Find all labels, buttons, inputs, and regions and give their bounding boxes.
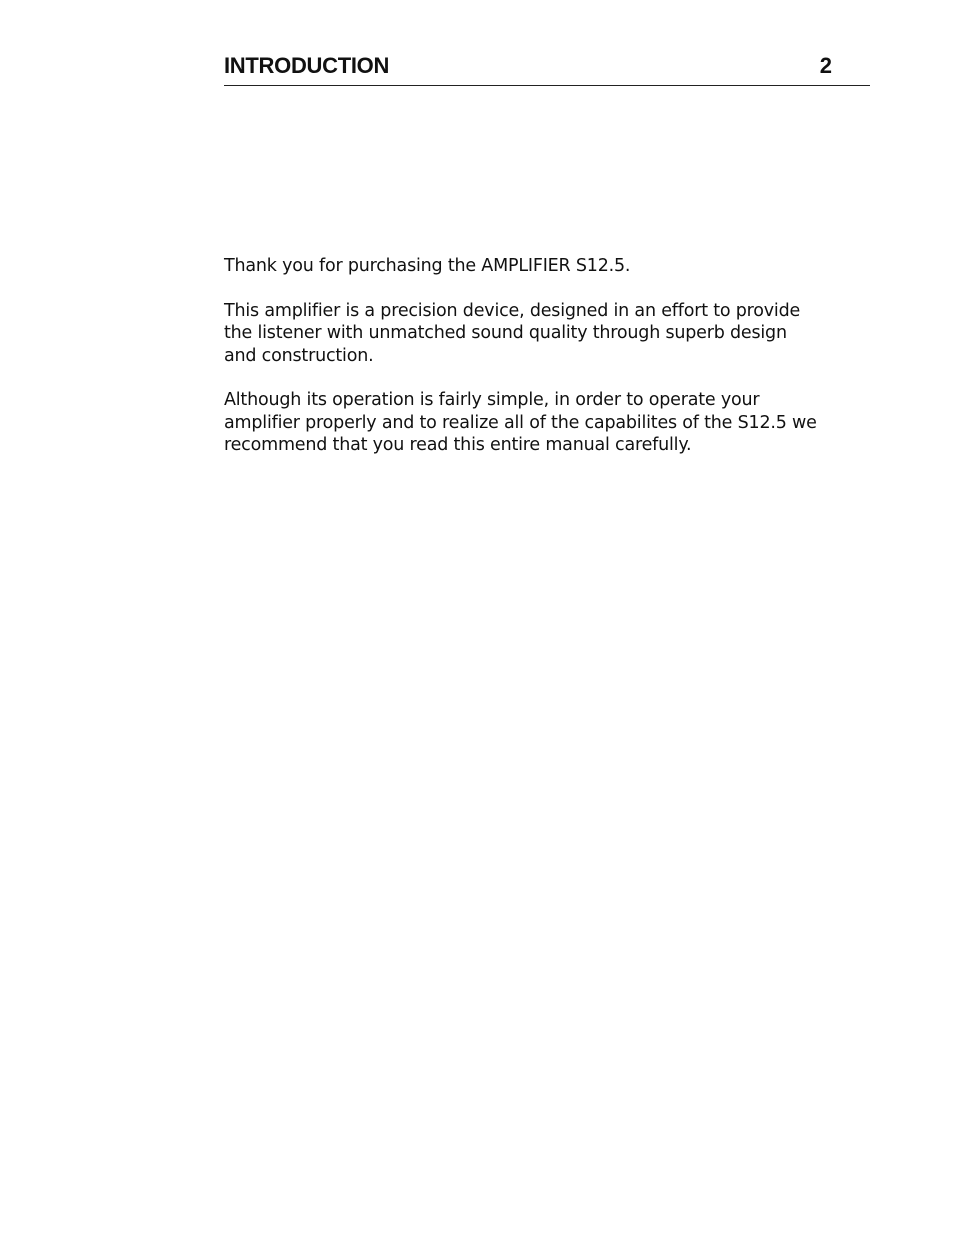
paragraph-thank-you: Thank you for purchasing the AMPLIFIER S12.5. xyxy=(224,256,631,276)
paragraph-recommendation: Although its operation is fairly simple, in order to operate your amplifier properly and to realize all of the capabilites of the S12.5 we recommend that you read this entire manual carefully. xyxy=(224,390,817,455)
section-title: INTRODUCTION xyxy=(224,53,390,78)
page-number: 2 xyxy=(819,53,832,78)
body-text xyxy=(224,255,844,479)
page-header xyxy=(224,52,870,86)
paragraph-description: This amplifier is a precision device, designed in an effort to provide the listener with unmatched sound quality through superb design and construction. xyxy=(224,300,801,366)
